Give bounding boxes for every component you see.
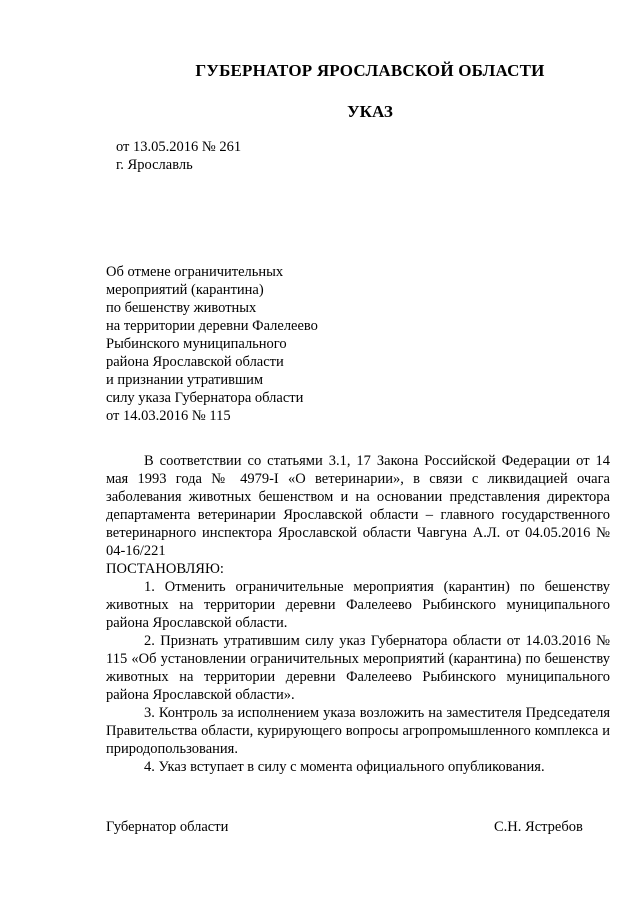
clause-paragraph: 2. Признать утратившим силу указ Губернатора области от 14.03.2016 № 115 «Об установлении ограничительных мероприятий (карантина) по бешенству животных на территории деревни Фалелеево Рыбинского муниципального района Ярославской области».	[106, 633, 610, 703]
clause-paragraph: 4. Указ вступает в силу с момента официального опубликования.	[144, 759, 545, 775]
subject-line: района Ярославской области	[106, 354, 284, 370]
clause-paragraph: 1. Отменить ограничительные мероприятия (карантин) по бешенству животных на территории деревни Фалелеево Рыбинского муниципального района Ярославской области.	[106, 579, 610, 631]
subject-line: Рыбинского муниципального	[106, 336, 287, 352]
subject-line: по бешенству животных	[106, 300, 257, 316]
subject-line: мероприятий (карантина)	[106, 282, 264, 298]
preamble-paragraph: В соответствии со статьями 3.1, 17 Закона Российской Федерации от 14 мая 1993 года № 4979-I «О ветеринарии», в связи с ликвидацией очага заболевания животных бешенством и на основании представления директора департамента ветеринарии Ярославской области – главного государственного ветеринарного инспектора Ярославской области Чавгуна А.Л. от 04.05.2016 № 04-16/221	[106, 453, 610, 559]
date-number: от 13.05.2016 № 261	[116, 139, 242, 155]
subject-line: и признании утратившим	[106, 372, 264, 388]
subject-line: силу указа Губернатора области	[106, 390, 304, 406]
signature-name: С.Н. Ястребов	[494, 819, 583, 835]
signature-position: Губернатор области	[106, 819, 229, 835]
city: г. Ярославль	[116, 157, 193, 173]
document-meta	[116, 138, 241, 174]
subject-line: от 14.03.2016 № 115	[106, 408, 231, 424]
subject-line: на территории деревни Фалелеево	[106, 318, 318, 334]
authority-title: ГУБЕРНАТОР ЯРОСЛАВСКОЙ ОБЛАСТИ	[195, 61, 545, 80]
subject-line: Об отмене ограничительных	[106, 264, 284, 280]
clause-paragraph: 3. Контроль за исполнением указа возложить на заместителя Председателя Правительства области, курирующего вопросы агропромышленного комплекса и природопользования.	[106, 705, 610, 757]
document-type: УКАЗ	[347, 102, 393, 121]
document-body	[106, 452, 610, 776]
document-subject	[106, 263, 366, 425]
resolve-heading: ПОСТАНОВЛЯЮ:	[106, 561, 224, 577]
